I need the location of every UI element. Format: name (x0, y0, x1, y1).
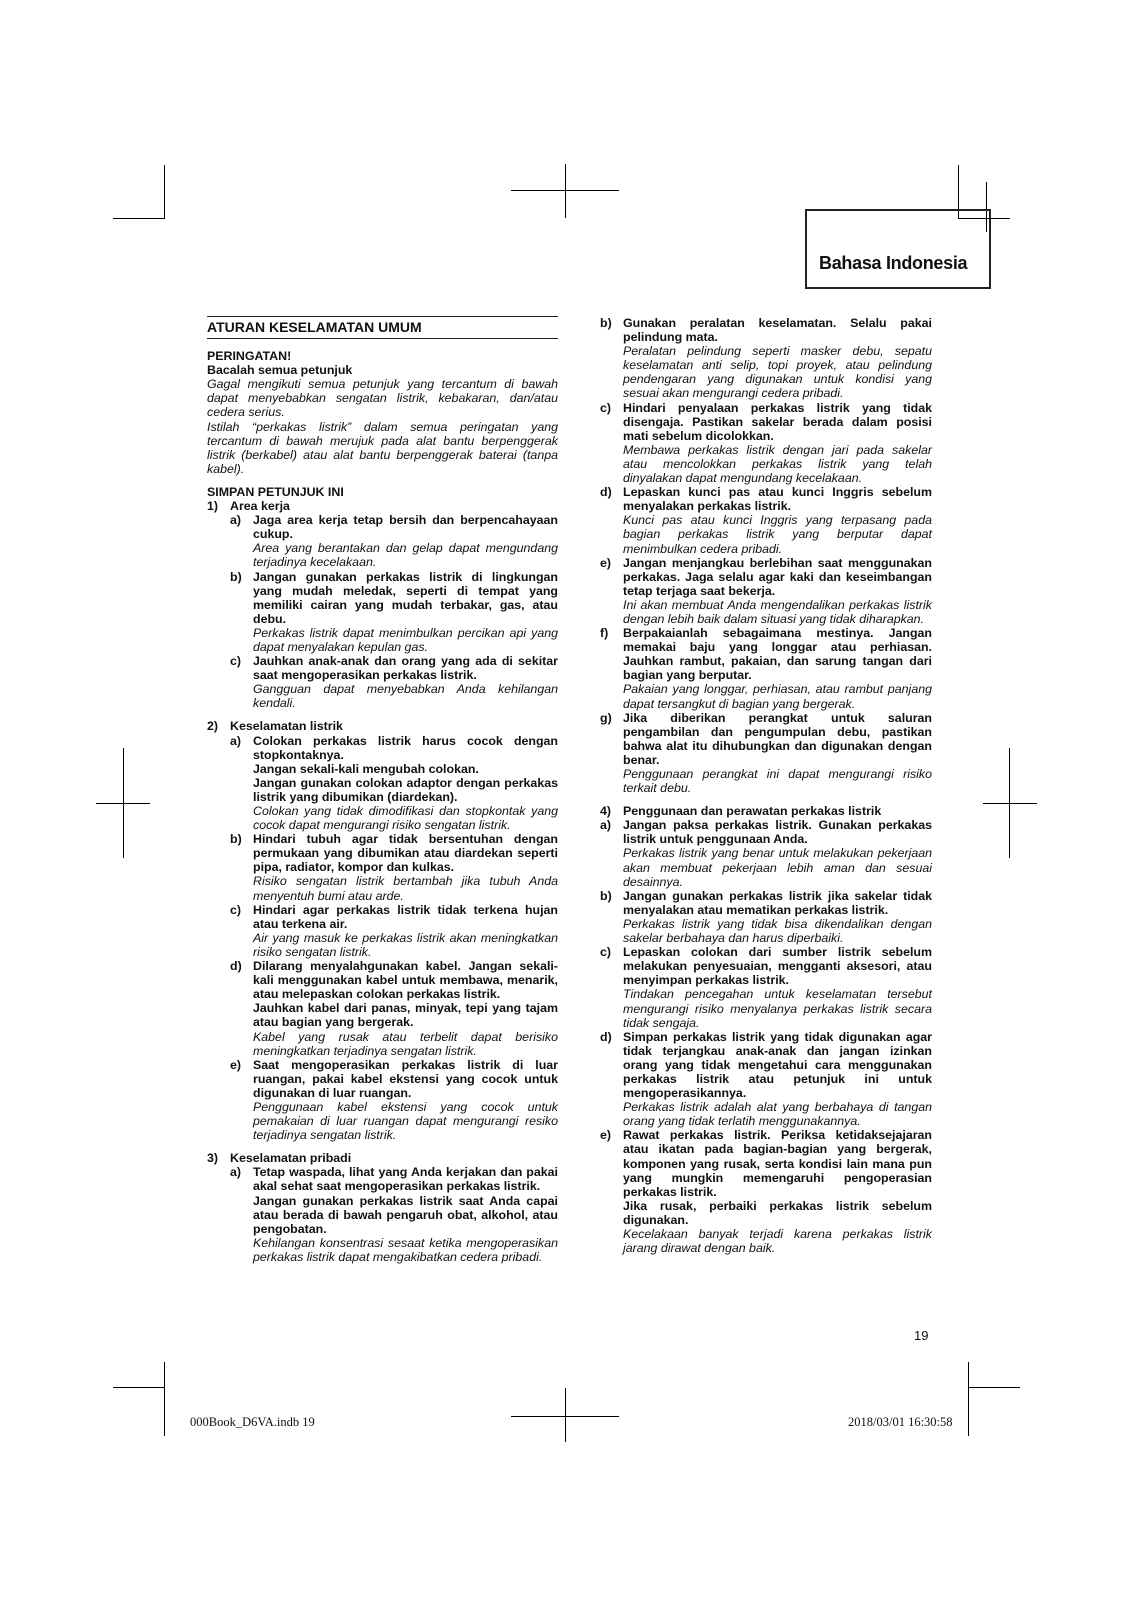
section-title: ATURAN KESELAMATAN UMUM (207, 317, 558, 339)
right-column (600, 316, 932, 1255)
item-italic-text: Perkakas listrik yang tidak bisa dikendalikan dengan sakelar berbahaya dan harus diperbaiki. (623, 916, 932, 946)
crop-mark (1009, 748, 1010, 858)
warning-heading: PERINGATAN! (207, 349, 292, 364)
item-italic-text: Risiko sengatan listrik bertambah jika tubuh Anda menyentuh bumi atau arde. (253, 874, 558, 903)
item-italic-text: Perkakas listrik adalah alat yang berbahaya di tangan orang yang tidak terlatih menggunakannya. (623, 1100, 932, 1129)
item-letter: e) (600, 555, 612, 570)
crop-mark (164, 1362, 165, 1436)
item-letter: e) (600, 1128, 612, 1143)
item-bold-text: Rawat perkakas listrik. Periksa ketidaksejajaran atau ikatan pada bagian-bagian yang bergerak, komponen yang rusak, serta kondisi lain mana pun yang mungkin memengaruhi pengoperasian perkakas listrik. (623, 1128, 932, 1199)
footer-timestamp: 2018/03/01 16:30:58 (848, 1415, 953, 1429)
section-number: 2) (207, 719, 219, 734)
section-number: 1) (207, 499, 219, 514)
item-bold-text: Dilarang menyalahgunakan kabel. Jangan sekali-kali menggunakan kabel untuk membawa, menarik, atau melepaskan colokan perkakas listrik. (253, 959, 558, 1002)
section-number: 4) (600, 804, 612, 819)
item-bold-text: Hindari agar perkakas listrik tidak terkena hujan atau terkena air. (253, 902, 558, 931)
item-italic-text: Colokan yang tidak dimodifikasi dan stopkontak yang cocok dapat mengurangi risiko sengatan listrik. (253, 804, 558, 833)
section-heading (207, 499, 558, 513)
section-heading (600, 804, 932, 818)
item-letter: b) (600, 888, 612, 903)
item-bold-text: Lepaskan colokan dari sumber listrik sebelum melakukan penyesuaian, mengganti aksesori, atau menyimpan perkakas listrik. (623, 945, 932, 988)
item-letter: d) (230, 959, 242, 974)
list-item (600, 818, 932, 888)
item-italic-text: Air yang masuk ke perkakas listrik akan meningkatkan risiko sengatan listrik. (253, 930, 558, 959)
warning-text: Istilah “perkakas listrik” dalam semua peringatan yang tercantum di bawah merujuk pada alat bantu berpenggerak listrik (berkabel) atau alat bantu berpenggerak baterai (tanpa kabel). (207, 419, 558, 476)
item-italic-text: Penggunaan kabel ekstensi yang cocok untuk pemakaian di luar ruangan dapat mengurangi resiko terjadinya sengatan listrik. (253, 1099, 558, 1143)
item-letter: c) (600, 400, 612, 415)
item-bold-text: Jaga area kerja tetap bersih dan berpencahayaan cukup. (253, 513, 558, 542)
item-letter: a) (230, 1165, 242, 1180)
item-italic-text: Kabel yang rusak atau terbelit dapat berisiko meningkatkan terjadinya sengatan listrik. (253, 1029, 558, 1058)
item-bold-text: Hindari tubuh agar tidak bersentuhan dengan permukaan yang dibumikan atau diardekan seperti pipa, radiator, kompor dan kulkas. (253, 832, 558, 875)
warning-subheading: Bacalah semua petunjuk (207, 363, 353, 378)
language-tab-label: Bahasa Indonesia (819, 253, 968, 273)
item-bold-text: Jika diberikan perangkat untuk saluran pengambilan dan pengumpulan debu, pastikan bahwa alat itu dihubungkan dan digunakan dengan benar. (623, 710, 932, 767)
item-letter: f) (600, 626, 609, 641)
section-number: 3) (207, 1151, 219, 1166)
list-item (230, 513, 558, 569)
item-italic-text: Membawa perkakas listrik dengan jari pada sakelar atau mencolokkan perkakas listrik yang telah dinyalakan dapat mengundang kecelakaan. (623, 442, 932, 486)
section-header (207, 316, 558, 339)
item-bold-text: Lepaskan kunci pas atau kunci Inggris sebelum menyalakan perkakas listrik. (623, 485, 932, 514)
list-item (230, 832, 558, 902)
list-item (230, 959, 558, 1058)
crop-mark (968, 1387, 1020, 1388)
item-italic-text: Kehilangan konsentrasi sesaat ketika mengoperasikan perkakas listrik dapat mengakibatkan cedera pribadi. (253, 1235, 558, 1264)
section-body (600, 316, 932, 795)
list-item (600, 711, 932, 796)
item-italic-text: Peralatan pelindung seperti masker debu, sepatu keselamatan anti selip, topi proyek, atau pelindung pendengaran yang digunakan untuk kondisi yang sesuai akan mengurangi cedera pribadi. (623, 344, 932, 401)
item-italic-text: Penggunaan perangkat ini dapat mengurangi risiko terkait debu. (623, 767, 932, 796)
item-bold-text: Jangan sekali-kali mengubah colokan. (253, 761, 479, 776)
crop-mark (164, 165, 165, 219)
page-number: 19 (914, 1328, 929, 1343)
item-letter: c) (600, 945, 612, 960)
crop-mark (123, 748, 124, 858)
left-column (207, 316, 558, 1264)
item-letter: c) (230, 654, 242, 669)
item-bold-text: Jangan gunakan colokan adaptor dengan perkakas listrik yang dibumikan (diardekan). (253, 775, 558, 804)
item-bold-text: Jika rusak, perbaiki perkakas listrik sebelum digunakan. (623, 1198, 932, 1227)
item-bold-text: Berpakaianlah sebagaimana mestinya. Jangan memakai baju yang longgar atau perhiasan. Jauhkan rambut, pakaian, dan sarung tangan dari bagian yang berputar. (623, 626, 932, 683)
item-letter: a) (230, 513, 242, 528)
item-letter: b) (600, 316, 612, 330)
crop-mark (968, 1362, 969, 1436)
item-bold-text: Jauhkan kabel dari panas, minyak, tepi yang tajam atau bagian yang bergerak. (253, 1001, 558, 1030)
item-letter: d) (600, 485, 612, 500)
crop-mark (983, 803, 1037, 804)
item-bold-text: Simpan perkakas listrik yang tidak digunakan agar tidak terjangkau anak-anak dan jangan izinkan orang yang tidak mengetahui cara menggunakan perkakas listrik atau petunjuk ini untuk mengoperasikannya. (623, 1029, 932, 1101)
item-bold-text: Jangan paksa perkakas listrik. Gunakan perkakas listrik untuk penggunaan Anda. (623, 818, 932, 847)
item-letter: e) (230, 1057, 242, 1072)
item-italic-text: Pakaian yang longgar, perhiasan, atau rambut panjang dapat tersangkut di bagian yang bergerak. (623, 682, 932, 711)
list-item (600, 1128, 932, 1255)
crop-mark (565, 164, 566, 218)
section-body (600, 818, 932, 1255)
section-heading-text: Keselamatan listrik (230, 719, 343, 734)
list-item (230, 1058, 558, 1143)
item-letter: a) (600, 818, 612, 833)
item-bold-text: Saat mengoperasikan perkakas listrik di luar ruangan, pakai kabel ekstensi yang cocok untuk digunakan di luar ruangan. (253, 1057, 558, 1100)
item-italic-text: Kecelakaan banyak terjadi karena perkakas listrik jarang dirawat dengan baik. (623, 1227, 932, 1256)
list-item (600, 889, 932, 945)
list-item (230, 654, 558, 710)
list-item (600, 401, 932, 486)
item-bold-text: Hindari penyalaan perkakas listrik yang tidak disengaja. Pastikan sakelar berada dalam posisi mati sebelum dicolokkan. (623, 400, 932, 443)
item-italic-text: Area yang berantakan dan gelap dapat mengundang terjadinya kecelakaan. (253, 541, 558, 570)
footer-file-name: 000Book_D6VA.indb 19 (190, 1415, 315, 1429)
item-italic-text: Ini akan membuat Anda mengendalikan perkakas listrik dengan lebih baik dalam situasi yang tidak diharapkan. (623, 597, 932, 626)
item-bold-text: Colokan perkakas listrik harus cocok dengan stopkontaknya. (253, 733, 558, 762)
warning-text: Gagal mengikuti semua petunjuk yang tercantum di bawah dapat menyebabkan sengatan listrik, kebakaran, dan/atau cedera serius. (207, 377, 558, 420)
item-italic-text: Tindakan pencegahan untuk keselamatan tersebut mengurangi risiko menyalanya perkakas listrik secara tidak sengaja. (623, 987, 932, 1030)
item-italic-text: Perkakas listrik dapat menimbulkan percikan api yang dapat menyalakan kepulan gas. (253, 625, 558, 654)
item-letter: b) (230, 832, 242, 847)
section-body (207, 513, 558, 710)
item-bold-text: Gunakan peralatan keselamatan. Selalu pakai pelindung mata. (623, 316, 932, 345)
item-letter: g) (600, 710, 612, 725)
item-letter: d) (600, 1029, 612, 1044)
section-body (207, 1165, 558, 1264)
list-item (230, 570, 558, 655)
item-bold-text: Tetap waspada, lihat yang Anda kerjakan dan pakai akal sehat saat mengoperasikan perkakas listrik. (253, 1165, 558, 1194)
item-letter: a) (230, 733, 242, 748)
list-item (230, 734, 558, 833)
list-item (600, 945, 932, 1030)
crop-mark (113, 1387, 165, 1388)
section-heading (207, 719, 558, 733)
section-body (207, 734, 558, 1143)
list-item (600, 485, 932, 555)
section-heading (207, 1151, 558, 1165)
item-letter: b) (230, 569, 242, 584)
item-bold-text: Jangan gunakan perkakas listrik di lingkungan yang mudah meledak, seperti di tempat yang memiliki cairan yang mudah terbakar, gas, atau debu. (253, 569, 558, 626)
section-heading-text: Penggunaan dan perawatan perkakas listrik (623, 804, 882, 819)
language-tab (805, 209, 991, 289)
save-instructions: SIMPAN PETUNJUK INI (207, 484, 344, 499)
list-item (230, 1165, 558, 1264)
list-item (600, 316, 932, 401)
item-italic-text: Kunci pas atau kunci Inggris yang terpasang pada bagian perkakas listrik yang berputar dapat menimbulkan cedera pribadi. (623, 513, 932, 556)
item-italic-text: Gangguan dapat menyebabkan Anda kehilangan kendali. (253, 682, 558, 711)
list-item (230, 903, 558, 959)
item-bold-text: Jangan gunakan perkakas listrik saat Anda capai atau berada di bawah pengaruh obat, alkohol, atau pengobatan. (253, 1193, 558, 1236)
item-bold-text: Jangan gunakan perkakas listrik jika sakelar tidak menyalakan atau mematikan perkakas listrik. (623, 888, 932, 917)
item-bold-text: Jauhkan anak-anak dan orang yang ada di sekitar saat mengoperasikan perkakas listrik. (253, 654, 558, 683)
section-heading-text: Area kerja (230, 499, 290, 514)
section-heading-text: Keselamatan pribadi (230, 1151, 352, 1166)
list-item (600, 556, 932, 626)
list-item (600, 1030, 932, 1129)
crop-mark (565, 1388, 566, 1442)
item-bold-text: Jangan menjangkau berlebihan saat menggunakan perkakas. Jaga selalu agar kaki dan keseimbangan tetap terjaga saat bekerja. (623, 555, 932, 598)
item-letter: c) (230, 902, 242, 917)
list-item (600, 626, 932, 711)
crop-mark (113, 218, 165, 219)
item-italic-text: Perkakas listrik yang benar untuk melakukan pekerjaan akan membuat pekerjaan lebih aman dan sesuai desainnya. (623, 846, 932, 889)
